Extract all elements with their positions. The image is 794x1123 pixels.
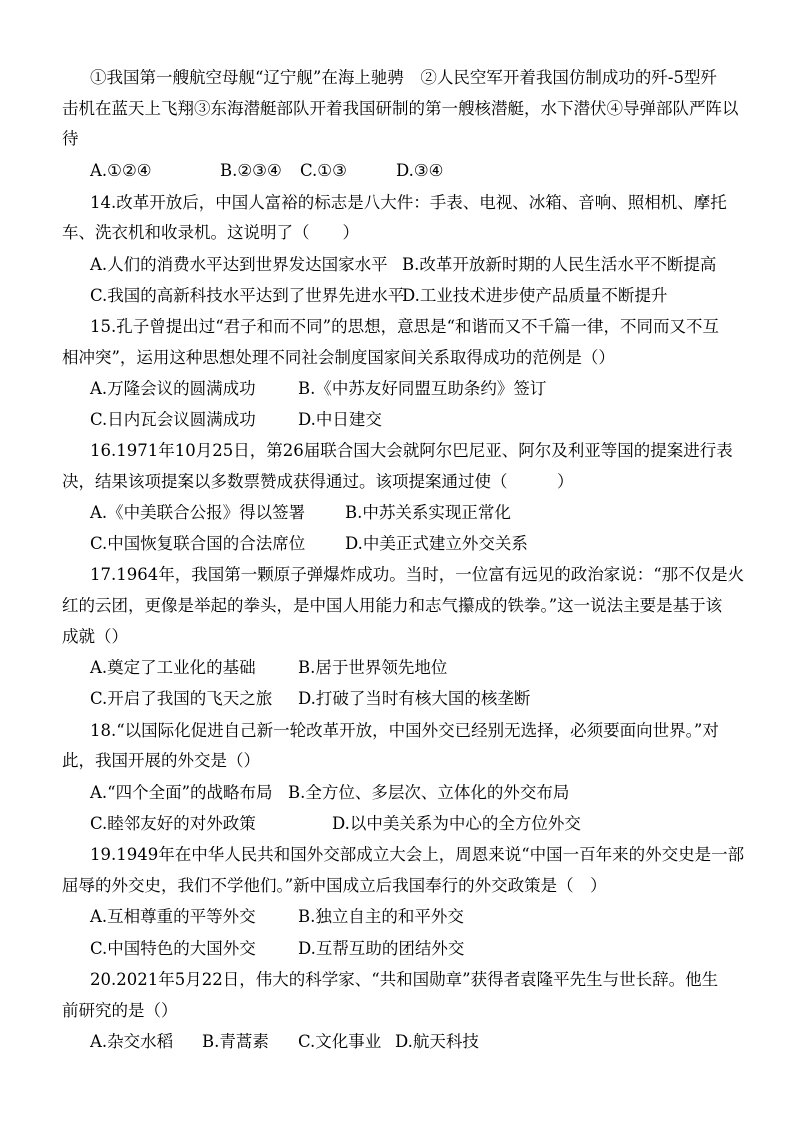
q13-option-d[interactable]: D.③④ [396, 161, 444, 180]
q20-option-b[interactable]: B.青蒿素 [202, 1032, 269, 1051]
q17-option-c[interactable]: C.开启了我国的飞天之旅 [90, 689, 273, 708]
q14-option-a[interactable]: A.人们的消费水平达到世界发达国家水平 [90, 255, 388, 274]
q13-stem-line-3: 待 [62, 129, 79, 148]
q19-stem-line-2: 屈辱的外交史，我们不学他们。”新中国成立后我国奉行的外交政策是（ ） [62, 876, 607, 895]
q18-stem-line-1: 18.“以国际化促进自己新一轮改革开放，中国外交已经别无选择，必须要面向世界。”对 [90, 721, 719, 740]
q14-option-c[interactable]: C.我国的高新科技水平达到了世界先进水平 [90, 286, 405, 305]
q19-option-a[interactable]: A.互相尊重的平等外交 [90, 907, 256, 926]
q14-option-b[interactable]: B.改革开放新时期的人民生活水平不断提高 [402, 255, 717, 274]
q17-option-a[interactable]: A.奠定了工业化的基础 [90, 658, 256, 677]
q20-stem-line-2: 前研究的是（） [62, 1001, 178, 1020]
q13-option-c[interactable]: C.①③ [300, 161, 347, 180]
q18-option-c[interactable]: C.睦邻友好的对外政策 [90, 814, 256, 833]
q14-stem-line-1: 14.改革开放后，中国人富裕的标志是八大件：手表、电视、冰箱、音响、照相机、摩托 [90, 193, 727, 212]
q19-option-d[interactable]: D.互帮互助的团结外交 [298, 939, 465, 958]
q14-option-d[interactable]: D.工业技术进步使产品质量不断提升 [402, 286, 668, 305]
q18-option-b[interactable]: B.全方位、多层次、立体化的外交布局 [288, 783, 570, 802]
q19-option-b[interactable]: B.独立自主的和平外交 [298, 907, 464, 926]
q17-option-d[interactable]: D.打破了当时有核大国的核垄断 [298, 689, 531, 708]
q19-option-c[interactable]: C.中国特色的大国外交 [90, 939, 256, 958]
q13-option-a[interactable]: A.①②④ [90, 161, 152, 180]
q14-stem-line-2: 车、洗衣机和收录机。这说明了（ ） [62, 223, 359, 242]
q15-stem-line-2: 相冲突”，运用这种思想处理不同社会制度国家间关系取得成功的范例是（） [62, 348, 615, 367]
q16-stem-line-2: 决，结果该项提案以多数票赞成获得通过。该项提案通过使（ ） [62, 472, 574, 491]
q15-option-c[interactable]: C.日内瓦会议圆满成功 [90, 410, 256, 429]
q16-option-c[interactable]: C.中国恢复联合国的合法席位 [90, 534, 306, 553]
q17-option-b[interactable]: B.居于世界领先地位 [298, 658, 448, 677]
q20-option-c[interactable]: C.文化事业 [298, 1032, 382, 1051]
q17-stem-line-3: 成就（） [62, 627, 128, 646]
q16-option-b[interactable]: B.中苏关系实现正常化 [345, 503, 511, 522]
q13-stem-line-2: 击机在蓝天上飞翔③东海潜艇部队开着我国研制的第一艘核潜艇，水下潜伏④导弹部队严阵以 [62, 99, 739, 118]
q13-stem-line-1: ①我国第一艘航空母舰“辽宁舰”在海上驰骋 ②人民空军开着我国仿制成功的歼-5型歼 [90, 68, 717, 87]
q17-stem-line-1: 17.1964年，我国第一颗原子弹爆炸成功。当时，一位富有远见的政治家说：“那不仅是火 [90, 565, 745, 584]
q15-stem-line-1: 15.孔子曾提出过“君子和而不同”的思想，意思是“和谐而又不千篇一律，不同而又不互 [90, 317, 720, 336]
q16-stem-line-1: 16.1971年10月25日，第26届联合国大会就阿尔巴尼亚、阿尔及利亚等国的提案进行表 [90, 441, 733, 460]
q15-option-d[interactable]: D.中日建交 [298, 410, 382, 429]
q16-option-d[interactable]: D.中美正式建立外交关系 [345, 534, 528, 553]
q15-option-a[interactable]: A.万隆会议的圆满成功 [90, 379, 256, 398]
q17-stem-line-2: 红的云团，更像是举起的拳头，是中国人用能力和志气攥成的铁拳。”这一说法主要是基于该 [62, 596, 723, 615]
q20-option-d[interactable]: D.航天科技 [395, 1032, 479, 1051]
q19-stem-line-1: 19.1949年在中华人民共和国外交部成立大会上，周恩来说“中国一百年来的外交史是一部 [90, 845, 745, 864]
q18-option-d[interactable]: D.以中美关系为中心的全方位外交 [332, 814, 581, 833]
q13-option-b[interactable]: B.②③④ [220, 161, 282, 180]
q18-stem-line-2: 此，我国开展的外交是（） [62, 751, 260, 770]
q18-option-a[interactable]: A.“四个全面”的战略布局 [90, 783, 273, 802]
q20-stem-line-1: 20.2021年5月22日，伟大的科学家、“共和国勋章”获得者袁隆平先生与世长辞。他生 [90, 970, 719, 989]
q15-option-b[interactable]: B.《中苏友好同盟互助条约》签订 [298, 379, 547, 398]
q20-option-a[interactable]: A.杂交水稻 [90, 1032, 174, 1051]
q16-option-a[interactable]: A.《中美联合公报》得以签署 [90, 503, 306, 522]
